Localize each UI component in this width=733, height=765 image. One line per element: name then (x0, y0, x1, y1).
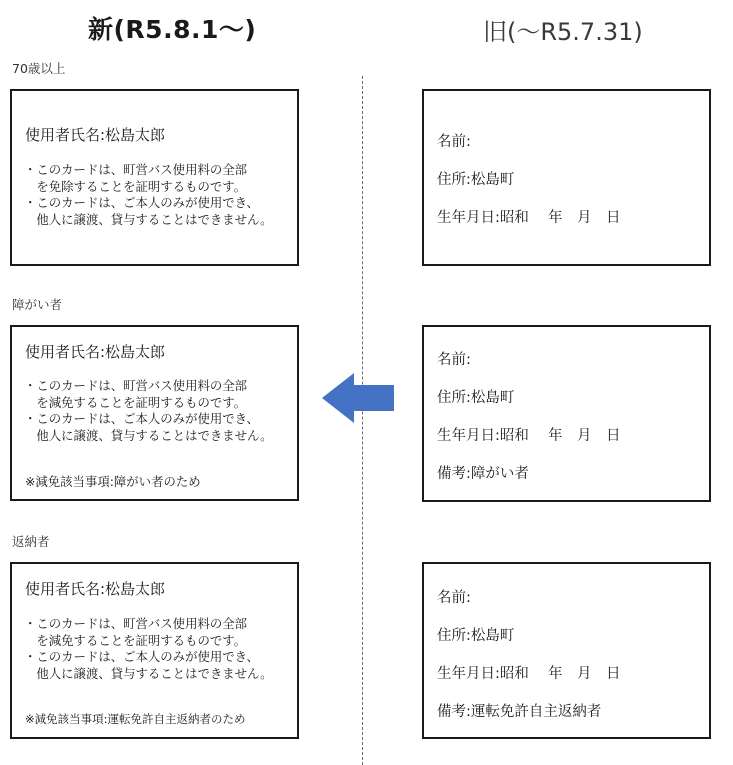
bullet-line: ・このカードは、ご本人のみが使用でき、 (24, 649, 259, 664)
bullet-line: 他人に譲渡、貸与することはできません。 (24, 211, 273, 227)
old-card-address-field: 住所:松島町 (437, 628, 515, 644)
new-card-note: ※減免該当事項:運転免許自主返納者のため (25, 712, 246, 726)
new-card-bullets (24, 162, 273, 228)
bullet-line: ・このカードは、ご本人のみが使用でき、 (24, 195, 259, 210)
old-card-disabled (422, 325, 711, 502)
bullet-line: ・このカードは、町営バス使用料の全部 (24, 162, 248, 177)
bullet-line: を減免することを証明するものです。 (24, 632, 247, 648)
section-label-disabled: 障がい者 (12, 297, 63, 312)
old-card-address-field: 住所:松島町 (437, 390, 515, 406)
new-card-name-line: 使用者氏名:松島太郎 (25, 343, 166, 361)
left-arrow-icon (322, 373, 394, 423)
old-card-birthdate-field: 生年月日:昭和 年 月 日 (437, 666, 621, 682)
bullet-line: を免除することを証明するものです。 (24, 178, 247, 194)
new-card-elderly (10, 89, 299, 266)
bullet-line: 他人に譲渡、貸与することはできません。 (24, 665, 273, 681)
bullet-line: ・このカードは、町営バス使用料の全部 (24, 378, 248, 393)
bullet-line: ・このカードは、町営バス使用料の全部 (24, 616, 248, 631)
new-card-note: ※減免該当事項:障がい者のため (25, 474, 201, 489)
new-title: 新(R5.8.1〜) (88, 15, 257, 44)
section-label-elderly: 70歳以上 (12, 61, 66, 76)
bullet-line: を減免することを証明するものです。 (24, 394, 247, 410)
old-card-address-field: 住所:松島町 (437, 172, 515, 188)
new-card-bullets (24, 616, 273, 682)
old-card-elderly (422, 89, 711, 266)
old-card-name-field: 名前: (437, 134, 471, 150)
section-label-returnee: 返納者 (12, 534, 50, 549)
old-card-name-field: 名前: (437, 590, 471, 606)
new-card-name-line: 使用者氏名:松島太郎 (25, 126, 166, 144)
new-card-bullets (24, 378, 273, 444)
new-card-returnee (10, 562, 299, 739)
old-title: 旧(〜R5.7.31) (483, 18, 643, 46)
bullet-line: 他人に譲渡、貸与することはできません。 (24, 427, 273, 443)
new-card-disabled (10, 325, 299, 501)
old-card-remarks-field: 備考:障がい者 (437, 466, 529, 482)
old-card-birthdate-field: 生年月日:昭和 年 月 日 (437, 428, 621, 444)
bullet-line: ・このカードは、ご本人のみが使用でき、 (24, 411, 259, 426)
old-card-remarks-field: 備考:運転免許自主返納者 (437, 704, 602, 720)
old-card-name-field: 名前: (437, 352, 471, 368)
old-card-returnee (422, 562, 711, 739)
new-card-name-line: 使用者氏名:松島太郎 (25, 580, 166, 598)
old-card-birthdate-field: 生年月日:昭和 年 月 日 (437, 210, 621, 226)
